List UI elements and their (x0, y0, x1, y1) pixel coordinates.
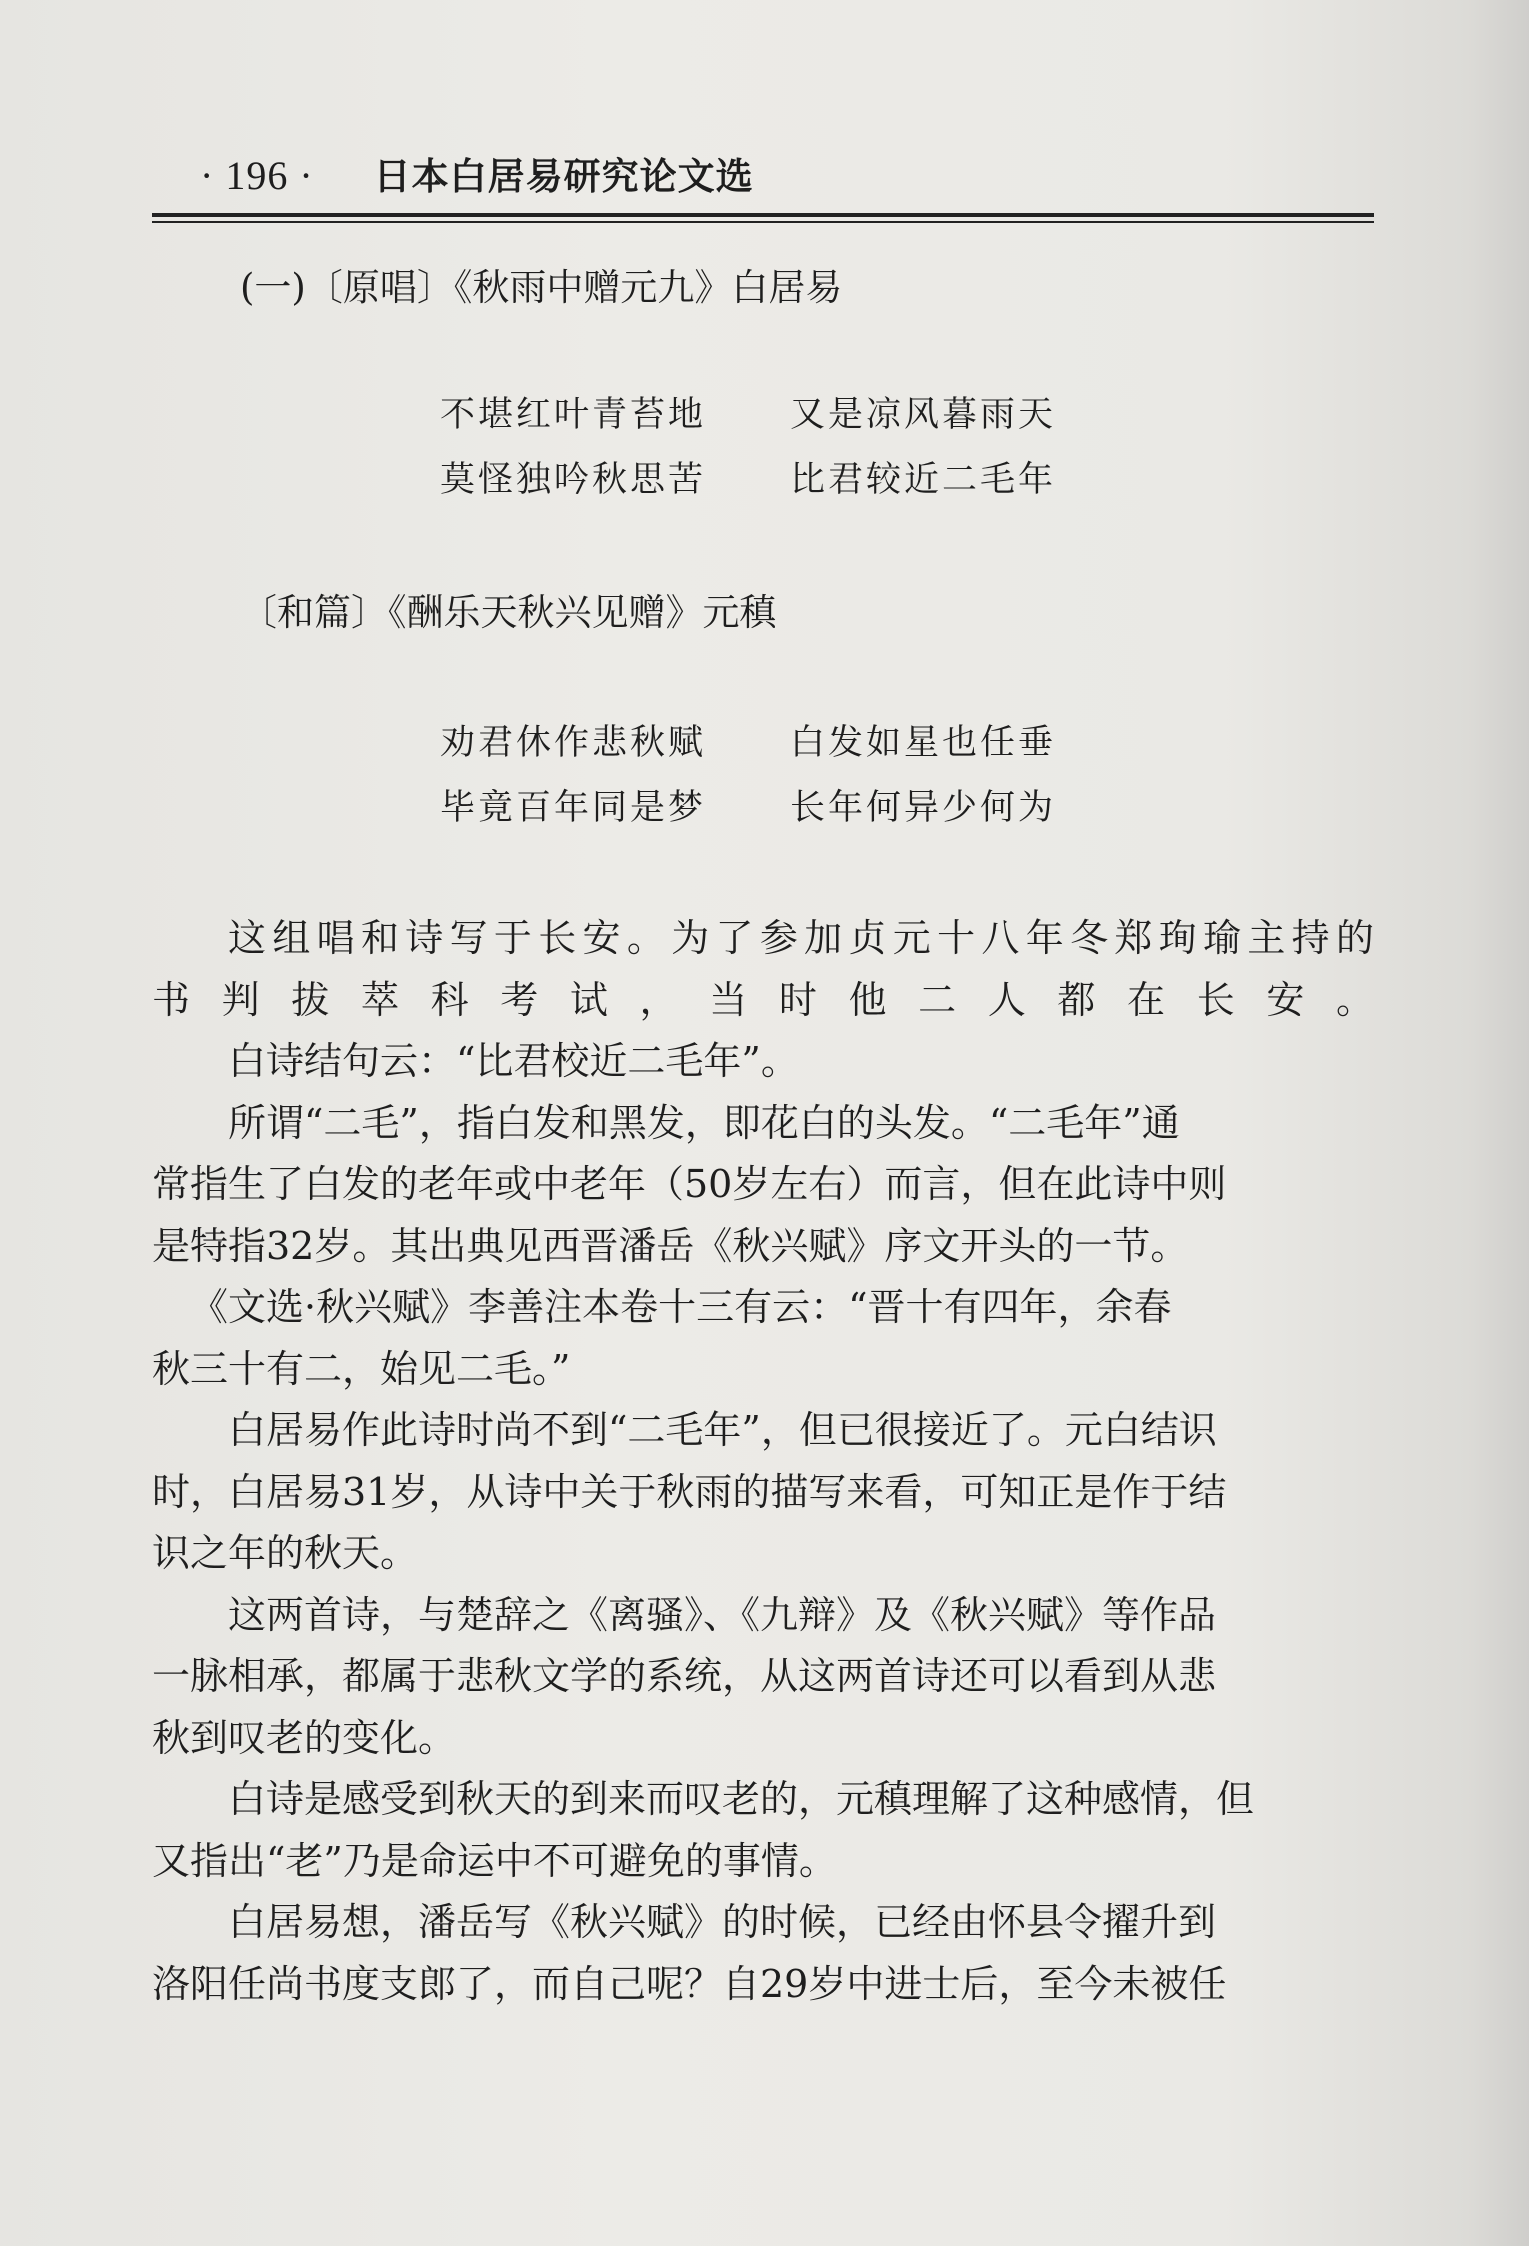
text-line: 一脉相承，都属于悲秋文学的系统，从这两首诗还可以看到从悲 (152, 1654, 1217, 1698)
text-line: 秋到叹老的变化。 (152, 1715, 457, 1760)
verse-second-half: 比君较近二毛年 (790, 460, 1057, 500)
text-line: 时，白居易31岁，从诗中关于秋雨的描写来看，可知正是作于结 (152, 1469, 1227, 1514)
paragraph (152, 908, 1374, 1031)
verse-first-half: 莫怪独吟秋思苦 (440, 460, 707, 500)
paragraph (152, 1769, 1374, 1892)
text-line: 白诗结句云：“比君校近二毛年”。 (228, 1039, 799, 1083)
text-line: 白居易作此诗时尚不到“二毛年”，但已很接近了。元白结识 (228, 1408, 1217, 1452)
paragraph (152, 1892, 1374, 2015)
text-line: 这组唱和诗写于长安。为了参加贞元十八年冬郑珣瑜主持的 (228, 916, 1374, 960)
verse-first-half: 毕竟百年同是梦 (440, 788, 707, 828)
verse-second-half: 长年何异少何为 (790, 788, 1057, 828)
paragraph (152, 1031, 1374, 1093)
verse-first-half: 劝君休作悲秋赋 (440, 723, 707, 763)
paragraph (152, 1093, 1374, 1278)
text-line: 所谓“二毛”，指白发和黑发，即花白的头发。“二毛年”通 (228, 1100, 1180, 1145)
header-rule-thin (152, 221, 1374, 223)
page-number: · 196 · (200, 153, 314, 198)
verse-second-half: 又是凉风暮雨天 (790, 395, 1057, 435)
verse-second-half: 白发如星也任垂 (790, 723, 1057, 763)
text-line: 白诗是感受到秋天的到来而叹老的，元稹理解了这种感情，但 (228, 1777, 1255, 1821)
running-header (200, 146, 754, 196)
text-line: 这两首诗，与楚辞之《离骚》、《九辩》及《秋兴赋》等作品 (228, 1592, 1217, 1637)
header-rule-thick (152, 213, 1374, 217)
text-line: 常指生了白发的老年或中老年（50岁左右）而言，但在此诗中则 (152, 1162, 1227, 1206)
text-line: 洛阳任尚书度支郎了，而自己呢？自29岁中进士后，至今未被任 (152, 1961, 1227, 2006)
paragraph (152, 1400, 1374, 1585)
paragraph (152, 1585, 1374, 1770)
verse-first-half: 不堪红叶青苔地 (440, 395, 707, 435)
body-text (152, 908, 1374, 2015)
text-line: 又指出“老”乃是命运中不可避免的事情。 (152, 1838, 837, 1883)
book-title: 日本白居易研究论文选 (373, 155, 754, 198)
original-poem-heading: (一)〔原唱〕《秋雨中赠元九》白居易 (240, 266, 843, 309)
text-line: 《文选·秋兴赋》李善注本卷十三有云：“晋十有四年，余春 (190, 1285, 1172, 1329)
text-line: 秋三十有二，始见二毛。” (152, 1346, 571, 1391)
paragraph (152, 1277, 1374, 1400)
response-poem-heading: 〔和篇〕《酬乐天秋兴见赠》元稹 (240, 591, 777, 634)
text-line: 白居易想，潘岳写《秋兴赋》的时候，已经由怀县令擢升到 (228, 1900, 1217, 1944)
text-line: 识之年的秋天。 (152, 1531, 419, 1575)
text-line: 是特指32岁。其出典见西晋潘岳《秋兴赋》序文开头的一节。 (152, 1223, 1189, 1268)
text-line: 书判拔萃科考试，当时他二人都在长安。 (152, 977, 1374, 1022)
